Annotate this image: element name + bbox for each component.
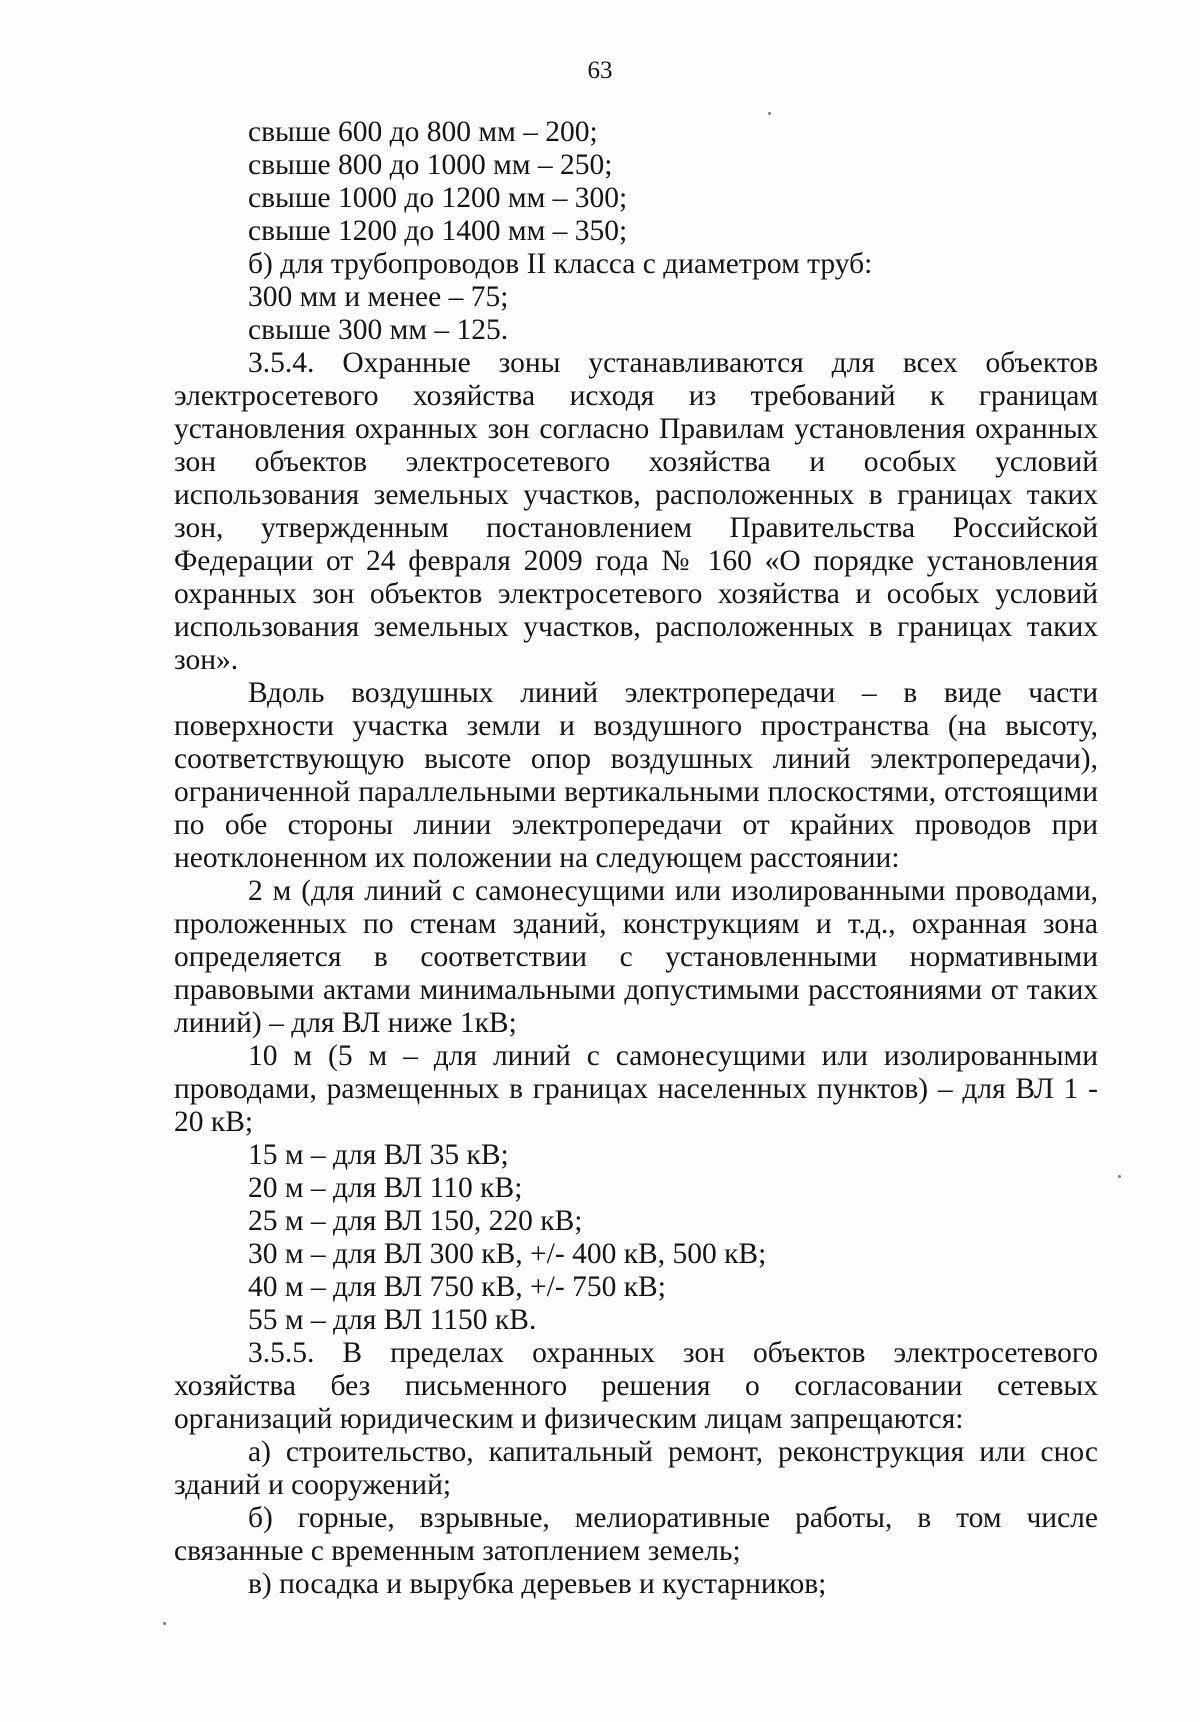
- scan-speck: [768, 112, 771, 115]
- paragraph: 3.5.5. В пределах охранных зон объектов электросетевого хозяйства без письменного решения о согласовании сетевых организаций юридическим и физическим лицам запрещаются:: [174, 1337, 1098, 1435]
- paragraph: 30 м – для ВЛ 300 кВ, +/- 400 кВ, 500 кВ;: [248, 1238, 767, 1270]
- paragraph: 10 м (5 м – для линий с самонесущими или изолированными проводами, размещенных в границах населенных пунктов) – для ВЛ 1 - 20 кВ;: [174, 1040, 1098, 1138]
- scan-speck: [1118, 1175, 1121, 1178]
- paragraph: в) посадка и вырубка деревьев и кустарников;: [248, 1568, 827, 1600]
- paragraph: 25 м – для ВЛ 150, 220 кВ;: [248, 1205, 583, 1237]
- paragraph: 2 м (для линий с самонесущими или изолированными проводами, проложенных по стенам зданий, конструкциям и т.д., охранная зона определяется в соответствии с установленными нормативными правовыми актами минимальными допустимыми расстояниями от таких линий) – для ВЛ ниже 1кВ;: [174, 875, 1098, 1039]
- paragraph: свыше 300 мм – 125.: [248, 314, 509, 346]
- paragraph: свыше 600 до 800 мм – 200;: [248, 116, 598, 148]
- paragraph: 20 м – для ВЛ 110 кВ;: [248, 1172, 523, 1204]
- paragraph: 40 м – для ВЛ 750 кВ, +/- 750 кВ;: [248, 1271, 666, 1303]
- document-body: [174, 116, 1098, 1601]
- paragraph: Вдоль воздушных линий электропередачи – в виде части поверхности участка земли и воздушного пространства (на высоту, соответствующую высоте опор воздушных линий электропередачи), ограниченной параллельными вертикальными плоскостями, отстоящими по обе стороны линии электропередачи от крайних проводов при неотклоненном их положении на следующем расстоянии:: [174, 677, 1098, 874]
- paragraph: 300 мм и менее – 75;: [248, 281, 509, 313]
- paragraph: 3.5.4. Охранные зоны устанавливаются для всех объектов электросетевого хозяйства исходя из требований к границам установления охранных зон согласно Правилам установления охранных зон объектов электросетевого хозяйства и особых условий использования земельных участков, расположенных в границах таких зон, утвержденным постановлением Правительства Российской Федерации от 24 февраля 2009 года № 160 «О порядке установления охранных зон объектов электросетевого хозяйства и особых условий использования земельных участков, расположенных в границах таких зон».: [174, 347, 1098, 676]
- paragraph: а) строительство, капитальный ремонт, реконструкция или снос зданий и сооружений;: [174, 1436, 1098, 1501]
- paragraph: б) горные, взрывные, мелиоративные работы, в том числе связанные с временным затоплением земель;: [174, 1502, 1098, 1567]
- page-number: 63: [587, 57, 613, 84]
- paragraph: 15 м – для ВЛ 35 кВ;: [248, 1139, 509, 1171]
- scan-speck: [163, 1622, 166, 1625]
- paragraph: свыше 1200 до 1400 мм – 350;: [248, 215, 628, 247]
- paragraph: 55 м – для ВЛ 1150 кВ.: [248, 1304, 537, 1336]
- paragraph: свыше 1000 до 1200 мм – 300;: [248, 182, 628, 214]
- paragraph: б) для трубопроводов II класса с диаметром труб:: [248, 248, 873, 280]
- paragraph: свыше 800 до 1000 мм – 250;: [248, 149, 613, 181]
